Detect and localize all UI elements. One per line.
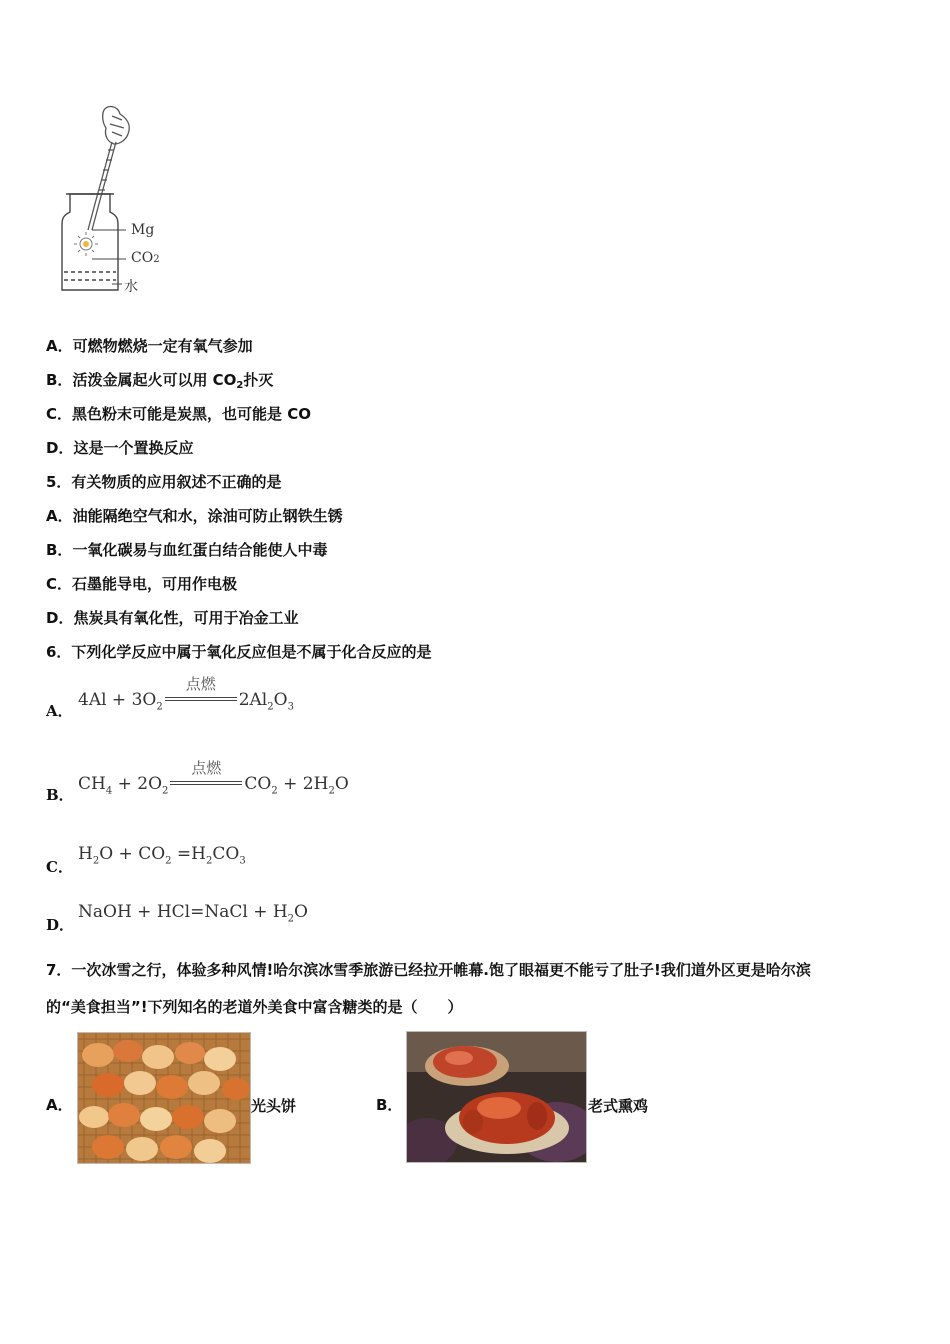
guangtou-bing-image: [77, 1032, 251, 1164]
q4-option-b: B．活泼金属起火可以用 $CO_2$扑灭: [46, 371, 274, 391]
q7-stem: 7．一次冰雪之行，体验多种风情!哈尔滨冰雪季旅游已经拉开帷幕.饱了眼福更不能亏了肚子!我们道外区更是哈尔滨 的“美食担当”!下列知名的老道外美食中富含糖类的是（ ）: [46, 961, 811, 1016]
gas-bottle-icon: [62, 194, 118, 290]
q7-option-a-label: 光头饼: [251, 1097, 297, 1115]
q5-stem: 5．有关物质的应用叙述不正确的是: [46, 473, 282, 491]
tongs-icon: [88, 142, 116, 230]
q4-option-d: D．这是一个置换反应: [46, 439, 194, 457]
q6-stem: 6．下列化学反应中属于氧化反应但是不属于化合反应的是: [46, 643, 432, 661]
mg-co2-apparatus-figure: [56, 104, 176, 300]
q6-option-a-letter: A．: [46, 702, 73, 720]
reaction-arrow: 点燃: [170, 775, 242, 795]
q6-option-c-letter: C．: [46, 858, 73, 876]
q5-option-b: B．一氧化碳易与血红蛋白结合能使人中毒: [46, 541, 328, 559]
label-co2: CO2: [131, 250, 160, 266]
label-pointers: [92, 230, 126, 284]
smoked-chicken-image: [406, 1031, 587, 1163]
q5-option-a: A．油能隔绝空气和水，涂油可防止钢铁生锈: [46, 507, 343, 525]
q6-equation-a: $4Al + 3O_2$ 点燃 $2Al_2O_3$: [78, 674, 294, 713]
reaction-arrow: 点燃: [165, 691, 237, 711]
q7-option-a-letter: A．: [46, 1096, 73, 1114]
q6-option-b-letter: B．: [46, 786, 74, 804]
q5-option-c: C．石墨能导电，可用作电极: [46, 575, 238, 593]
q4-option-c: C．黑色粉末可能是炭黑，也可能是 CO: [46, 405, 311, 423]
flame-icon: [83, 241, 89, 247]
q6-equation-c: $H_2O + CO_2 =H_2CO_3$: [78, 844, 246, 867]
q6-equation-d: NaOH + HCl=NaCl + $H_2O$: [78, 902, 308, 925]
hand-icon: [103, 107, 130, 144]
q7-option-b-label: 老式熏鸡: [588, 1097, 649, 1115]
label-water: 水: [124, 279, 138, 295]
q5-option-d: D．焦炭具有氧化性，可用于冶金工业: [46, 609, 299, 627]
q6-equation-b: $CH_4 + 2O_2$ 点燃 $CO_2 + 2H_2O$: [78, 758, 349, 797]
q4-option-a: A．可燃物燃烧一定有氧气参加: [46, 337, 253, 355]
label-mg: Mg: [131, 222, 155, 238]
q6-option-d-letter: D．: [46, 916, 75, 934]
q7-option-b-letter: B．: [376, 1096, 403, 1114]
